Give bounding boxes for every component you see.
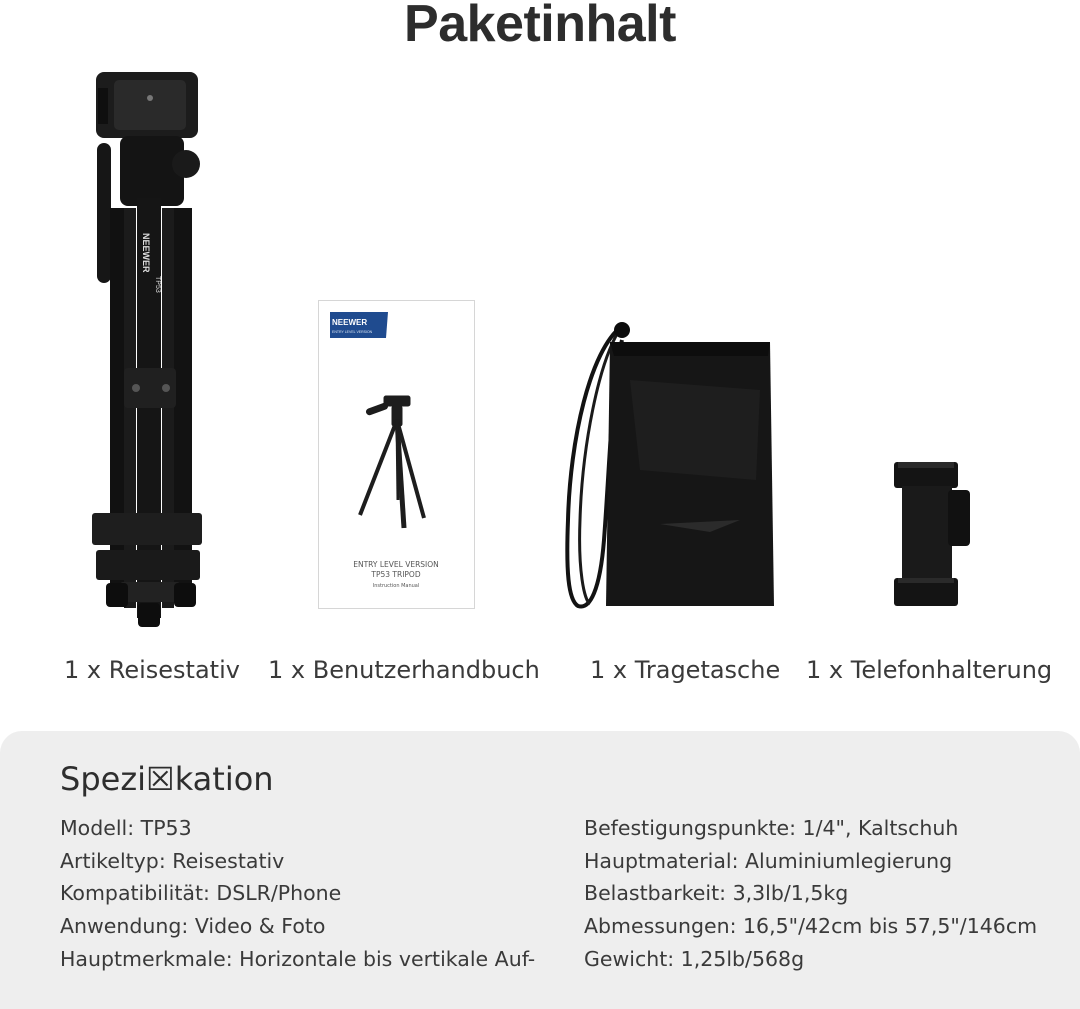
- phone-holder-image: [888, 460, 974, 610]
- spec-application: Anwendung: Video & Foto: [60, 914, 326, 939]
- spec-weight: Gewicht: 1,25lb/568g: [584, 946, 805, 971]
- page-title: Paketinhalt: [404, 0, 676, 53]
- spec-column-left: [60, 812, 535, 976]
- spec-type: Artikeltyp: Reisestativ: [60, 848, 285, 873]
- manual-brand-sub-text: ENTRY LEVEL VERSION: [332, 330, 373, 334]
- tripod-brand-text: NEEWER: [141, 233, 151, 273]
- carry-bag-image: [560, 320, 780, 612]
- tripod-image: [80, 68, 220, 633]
- spec-heading: Spezi☒kation: [60, 760, 274, 798]
- spec-model: Modell: TP53: [60, 816, 192, 840]
- spec-column-right: [584, 812, 1037, 976]
- tripod-model-text: TP53: [154, 276, 161, 293]
- manual-line2: TP53 TRIPOD: [371, 570, 421, 579]
- spec-compatibility: Kompatibilität: DSLR/Phone: [60, 881, 342, 906]
- item-label-manual: 1 x Benutzerhandbuch: [268, 656, 540, 684]
- manual-line1: ENTRY LEVEL VERSION: [353, 560, 439, 569]
- item-label-phone-holder: 1 x Telefonhalterung: [806, 656, 1053, 684]
- spec-mounting: Befestigungspunkte: 1/4", Kaltschuh: [584, 816, 959, 840]
- spec-features: Hauptmerkmale: Horizontale bis vertikale Auf-: [60, 946, 536, 971]
- item-label-tripod: 1 x Reisestativ: [64, 656, 240, 684]
- manual-line3: Instruction Manual: [372, 583, 420, 589]
- item-label-bag: 1 x Tragetasche: [590, 656, 781, 684]
- spec-load-capacity: Belastbarkeit: 3,3lb/1,5kg: [584, 881, 849, 906]
- spec-dimensions: Abmessungen: 16,5"/42cm bis 57,5"/146cm: [584, 914, 1038, 939]
- spec-material: Hauptmaterial: Aluminiumlegierung: [584, 848, 953, 873]
- manual-brand-text: NEEWER: [332, 318, 368, 327]
- manual-image: [318, 300, 476, 610]
